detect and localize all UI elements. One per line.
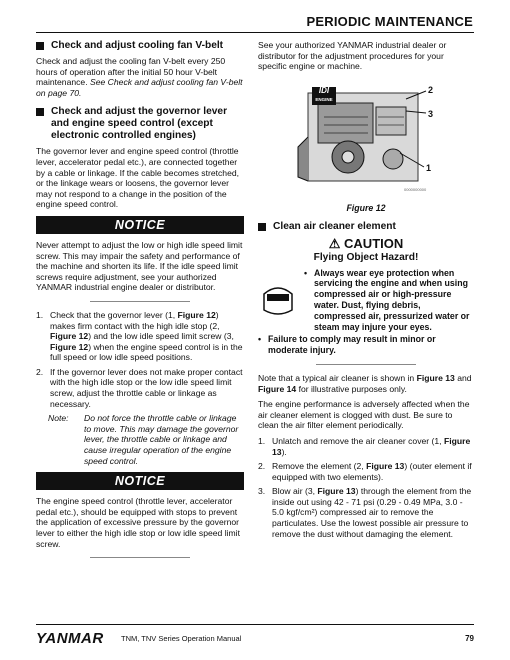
manual-title: TNM, TNV Series Operation Manual	[121, 634, 242, 643]
step-text: ) makes firm contact with the high idle stop (2,	[50, 309, 220, 331]
idi-logo	[313, 87, 335, 104]
list-item	[36, 310, 244, 363]
list-item	[258, 486, 474, 539]
figure-12-engine-image	[288, 77, 438, 197]
figure-code: 0000000000	[404, 186, 427, 192]
warning-item	[304, 268, 474, 333]
separator	[316, 364, 416, 365]
right-column	[258, 40, 474, 543]
hazard-title: Flying Object Hazard!	[313, 251, 419, 263]
governor-steps	[36, 310, 244, 409]
notice-banner: NOTICE	[36, 472, 244, 490]
heading-vbelt	[36, 40, 244, 52]
step-number: 2.	[36, 366, 44, 377]
header-rule	[36, 32, 474, 33]
vbelt-reference: See Check and adjust cooling fan V-belt on page 70.	[36, 77, 243, 98]
notice-text: Never attempt to adjust the low or high idle speed limit screw. This may impair the safety and performance of the machine and shorten its life. If the idle speed limit screws require adjustment, see your authorized YANMAR industrial engine dealer or distributor.	[36, 239, 243, 293]
figure-ref: Figure 12	[177, 309, 216, 320]
step-text: Blow air (3,	[272, 486, 318, 497]
left-column	[36, 40, 244, 566]
step-number: 2.	[258, 461, 266, 472]
square-bullet-icon	[258, 223, 266, 231]
figure-ref: Figure 13	[416, 372, 455, 383]
warning-item	[258, 334, 474, 356]
figure-ref: Figure 14	[258, 383, 297, 394]
separator	[90, 557, 190, 558]
heading-air-cleaner	[258, 221, 474, 233]
note	[48, 413, 244, 466]
warning-text: Always wear eye protection when servicing the engine and when using compressed air or high-pressure water. Dust, flying debris, compressed air, pressurized water or steam may injure your eyes.	[314, 267, 470, 332]
notice-text: The engine speed control (throttle lever, accelerator pedal etc.), should be equipped with stops to prevent the application of excessive pressure by the governor lever to either the high idle stop or low idle speed limit screw.	[36, 496, 240, 549]
governor-paragraph: The governor lever and engine speed control (throttle lever, accelerator pedal etc.), are connected together by a cable or linkage. If the cable becomes stretched, or the linkage wears or loosens, the governor lever may not respond to a change in the position of the engine speed control.	[36, 146, 240, 210]
step-text: Remove the element (2,	[272, 461, 367, 472]
step-text: Check that the governor lever (1,	[50, 309, 178, 320]
caution-label: CAUTION	[344, 236, 404, 252]
step-number: 3.	[258, 486, 266, 497]
heading-air-cleaner-text: Clean air cleaner element	[273, 221, 396, 233]
list-item	[258, 436, 474, 457]
list-item	[258, 461, 474, 482]
vbelt-text: Check and adjust the cooling fan V-belt every 250 hours of operation after the initial 50 hour V-belt maintenance.	[36, 56, 226, 88]
callout-1: 1	[426, 162, 432, 173]
note-label: Note:	[48, 413, 69, 424]
bullet-icon: •	[258, 334, 262, 345]
warning-triangle-icon: ⚠	[328, 236, 341, 252]
step-text: ) through the element from the inside out using 42 - 71 psi (0.29 - 0.49 MPa, 3.0 - 5.0 kgf/cm²) compressed air to remove the particulates. Use the lowest possible air pressure to remove the dust without damaging the element.	[272, 486, 472, 539]
list-item	[36, 367, 244, 409]
step-text: ) (outer element if equipped with two elements).	[272, 461, 472, 482]
notice-banner: NOTICE	[36, 216, 244, 234]
performance-paragraph: The engine performance is adversely affected when the air cleaner element is clogged with dust. Be sure to clean the air filter element periodically.	[258, 399, 470, 431]
figure-caption: Figure 12	[346, 202, 386, 213]
heading-governor-text: Check and adjust the governor lever and engine speed control (except electronic controlled engines)	[51, 106, 228, 142]
heading-vbelt-text: Check and adjust cooling fan V-belt	[51, 40, 224, 51]
bullet-icon: •	[304, 267, 308, 278]
note-text: and	[454, 372, 472, 383]
separator	[90, 301, 190, 302]
step-number: 1.	[258, 435, 266, 446]
step-text: Unlatch and remove the air cleaner cover (1,	[272, 435, 444, 446]
step-text: If the governor lever does not make proper contact with the high idle stop or the low idle speed limit screw, adjust the throttle cable or linkage as necessary.	[50, 366, 243, 409]
callout-2: 2	[428, 84, 434, 95]
idi-logo-top: IDI	[318, 85, 330, 95]
figure-ref: Figure 12	[50, 331, 89, 342]
figure-ref: Figure 13	[366, 461, 405, 472]
figure-ref: Figure 13	[317, 486, 356, 497]
brand-logo: YANMAR	[36, 630, 104, 647]
note-text: Note that a typical air cleaner is shown in	[258, 372, 417, 383]
page-number: 79	[465, 634, 474, 643]
vbelt-paragraph	[36, 56, 244, 98]
heading-governor	[36, 106, 244, 142]
note-text: for illustrative purposes only.	[296, 383, 407, 394]
warning-block	[258, 268, 474, 333]
step-text: ) when the engine speed control is in the full speed or low idle speed positions.	[50, 341, 243, 363]
square-bullet-icon	[36, 42, 44, 50]
note-text: Do not force the throttle cable or linkage to move. This may damage the governor lever, the throttle cable or linkage and cause irregular operation of the engine speed control.	[84, 413, 239, 466]
step-text: ).	[281, 446, 287, 457]
idi-logo-bottom: ENGINE	[315, 96, 333, 102]
figure-ref: Figure 13	[272, 435, 471, 457]
callout-3: 3	[428, 108, 434, 119]
footer-rule	[36, 624, 474, 625]
square-bullet-icon	[36, 108, 44, 116]
engine-illustration	[288, 77, 438, 197]
air-cleaner-steps	[258, 436, 474, 539]
figure-ref: Figure 12	[50, 341, 89, 352]
illustration-note	[258, 373, 474, 394]
caution-title	[258, 236, 474, 252]
eye-protection-icon	[258, 282, 298, 318]
dealer-paragraph: See your authorized YANMAR industrial dealer or distributor for the adjustment procedures for your specific engine or machine.	[258, 40, 447, 72]
step-number: 1.	[36, 309, 44, 320]
warning-text: Failure to comply may result in minor or moderate injury.	[268, 334, 436, 356]
section-title: PERIODIC MAINTENANCE	[306, 14, 473, 29]
step-text: ) and the low idle speed limit screw (3,	[88, 331, 234, 342]
